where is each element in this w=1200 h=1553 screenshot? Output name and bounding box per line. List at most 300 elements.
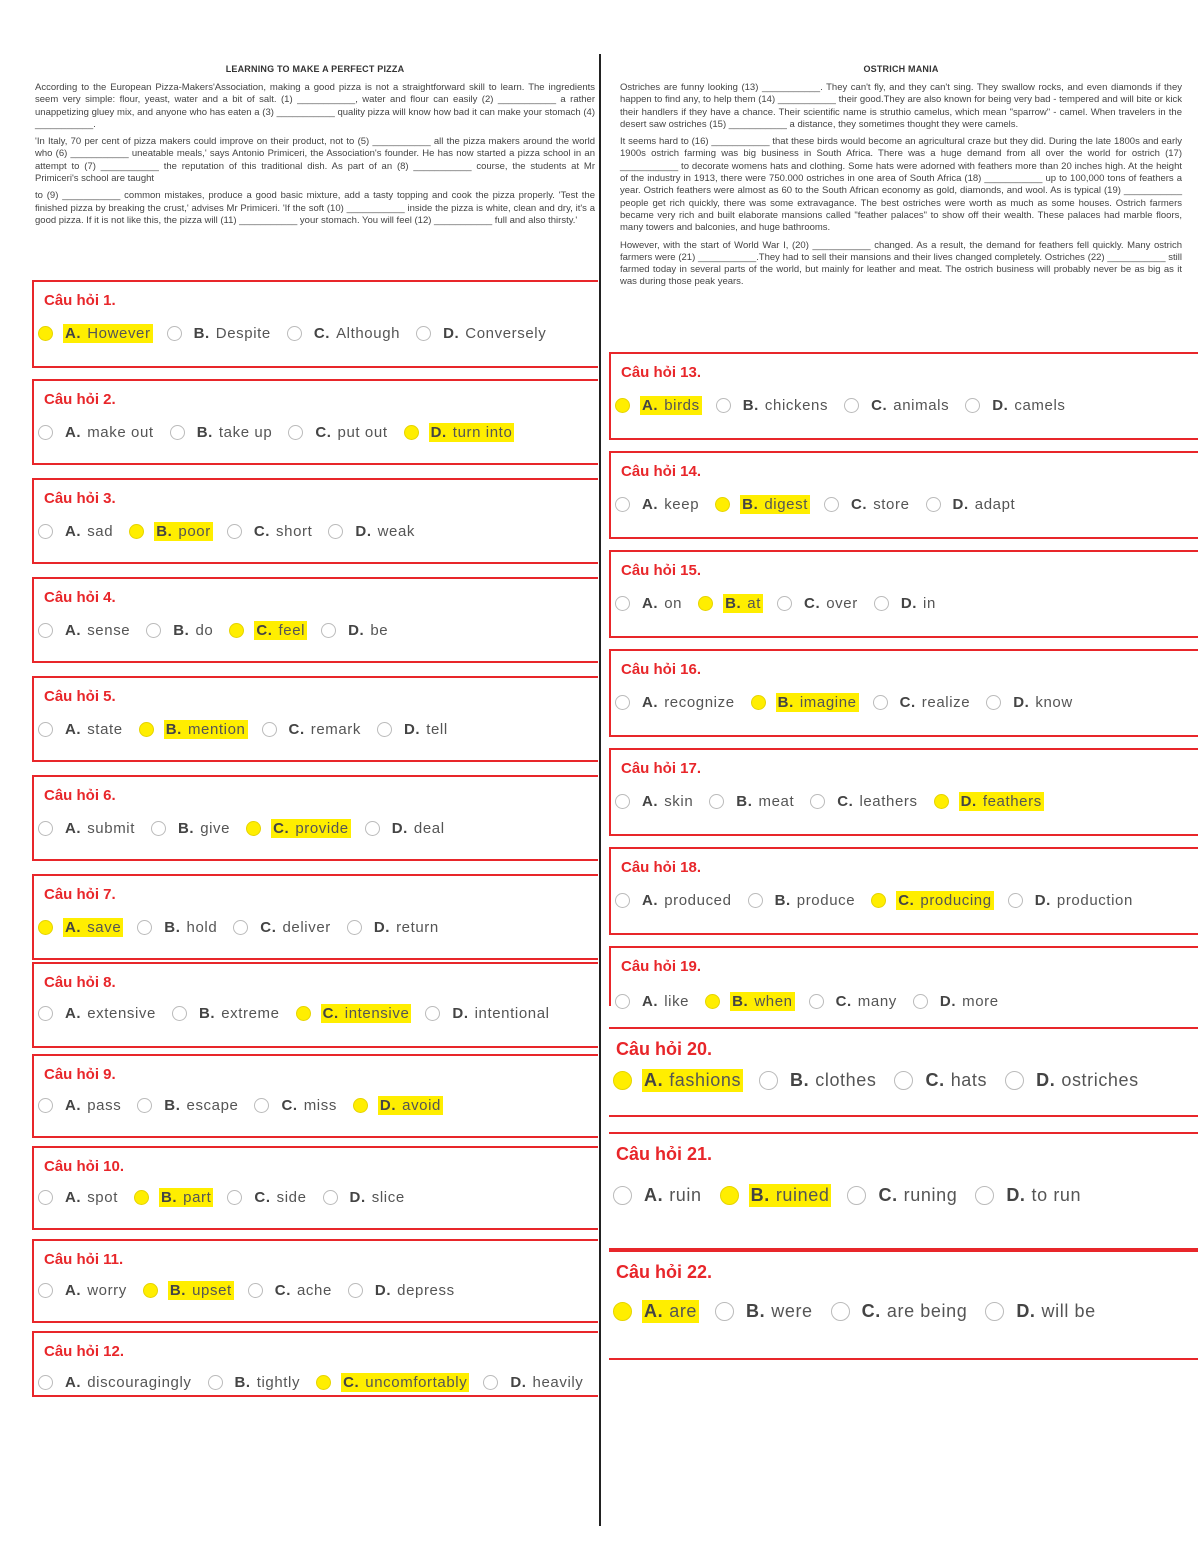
passage-title: LEARNING TO MAKE A PERFECT PIZZA [225,64,405,74]
question-label: Câu hỏi 9. [44,1066,116,1083]
radio-button[interactable] [913,994,928,1009]
answer-option[interactable] [38,1281,129,1300]
radio-button[interactable] [483,1375,498,1390]
radio-button[interactable] [873,695,888,710]
answer-option[interactable] [365,819,447,838]
answer-option[interactable] [810,792,919,811]
radio-button[interactable] [748,893,763,908]
radio-button[interactable] [38,722,53,737]
answer-option[interactable] [38,621,132,640]
question-label: Câu hỏi 11. [44,1251,124,1268]
answer-option[interactable] [227,1188,308,1207]
answer-option[interactable] [615,693,737,712]
option-text [429,423,515,442]
option-text [899,594,938,613]
answer-option[interactable] [137,1096,240,1115]
answer-option[interactable] [709,792,796,811]
radio-button[interactable] [262,722,277,737]
radio-button[interactable] [615,596,630,611]
radio-button[interactable] [615,794,630,809]
option-letter: C. [850,496,868,513]
option-letter: A. [65,1005,82,1022]
answer-option[interactable] [831,1300,970,1323]
option-value: turn into [452,424,513,441]
answer-option[interactable] [613,1184,704,1207]
option-letter: D. [900,595,918,612]
option-letter: A. [65,721,82,738]
option-letter: C. [835,993,852,1010]
option-value: feel [278,622,306,639]
option-letter: B. [177,820,195,837]
answer-option[interactable] [874,594,938,613]
radio-button[interactable] [38,821,53,836]
radio-button[interactable] [759,1071,778,1090]
radio-button[interactable] [227,1190,242,1205]
radio-button[interactable] [296,1006,311,1021]
radio-button[interactable] [137,920,152,935]
option-text [162,918,219,937]
radio-button[interactable] [146,623,161,638]
answer-option[interactable] [246,819,351,838]
option-text [348,1188,407,1207]
option-value: pass [87,1097,122,1114]
answer-option[interactable] [38,423,156,442]
answer-option[interactable] [847,1184,959,1207]
answer-option[interactable] [913,992,1001,1011]
option-letter: C. [315,424,332,441]
radio-button[interactable] [172,1006,187,1021]
answer-option[interactable] [262,720,363,739]
option-letter: C. [288,721,305,738]
answer-option[interactable] [965,396,1067,415]
radio-button[interactable] [167,326,182,341]
option-letter: D. [443,325,460,342]
radio-button[interactable] [809,994,824,1009]
option-value: like [664,993,690,1010]
option-letter: C. [804,595,821,612]
option-value: sense [87,622,131,639]
radio-button[interactable] [613,1302,632,1321]
question-card [32,379,598,465]
option-letter: C. [273,820,290,837]
option-letter: A. [644,1301,664,1321]
option-letter: B. [732,993,749,1010]
radio-button[interactable] [615,994,630,1009]
answer-option[interactable] [316,1373,469,1392]
option-text [162,1096,240,1115]
question-card [609,649,1198,737]
answer-option[interactable] [705,992,794,1011]
radio-button[interactable] [347,920,362,935]
answer-option[interactable] [323,1188,407,1207]
option-letter: C. [274,1282,291,1299]
radio-button[interactable] [965,398,980,413]
option-value: slice [371,1189,405,1206]
radio-button[interactable] [425,1006,440,1021]
radio-button[interactable] [975,1186,994,1205]
option-text [834,992,899,1011]
option-value: on [664,595,683,612]
passage-paragraph: 'In Italy, 70 per cent of pizza makers could improve on their product, not to (5) ___________ all the pizza makers around the world who (6) ___________ uneatable meals,' says Antonio Primiceri, the Association's founder. He has now started a pizza school in an attempt to (7) ___________ the reputation of this traditional dish. As part of an (8) ___________ course, the students at Mr Primiceri's school are taught [35,136,595,185]
answer-option[interactable] [170,423,275,442]
option-value: return [396,919,439,936]
answer-option[interactable] [167,324,273,343]
answer-option[interactable] [615,495,701,514]
option-letter: D. [510,1374,527,1391]
option-text [254,621,307,640]
radio-button[interactable] [38,1006,53,1021]
answer-option[interactable] [233,918,333,937]
answer-option[interactable] [1005,1069,1141,1092]
answer-option[interactable] [208,1373,303,1392]
question-card [609,847,1198,935]
option-text [773,891,858,910]
radio-button[interactable] [709,794,724,809]
answer-option[interactable] [613,1069,743,1092]
answer-option[interactable] [759,1069,878,1092]
option-value: extensive [87,1005,156,1022]
answer-option[interactable] [824,495,912,514]
radio-button[interactable] [847,1186,866,1205]
radio-button[interactable] [926,497,941,512]
answer-option[interactable] [348,1281,457,1300]
answer-option[interactable] [229,621,307,640]
answer-option[interactable] [483,1373,585,1392]
radio-button[interactable] [810,794,825,809]
option-letter: A. [642,496,659,513]
option-value: produced [664,892,732,909]
radio-button[interactable] [615,893,630,908]
option-text [896,891,994,910]
answer-option[interactable] [296,1004,412,1023]
question-card [609,946,1198,1010]
answer-option[interactable] [404,423,515,442]
answer-option[interactable] [716,396,830,415]
option-text [1014,1300,1097,1323]
answer-option[interactable] [615,891,734,910]
radio-button[interactable] [404,425,419,440]
radio-button[interactable] [38,623,53,638]
option-text [1011,693,1075,712]
radio-button[interactable] [613,1071,632,1090]
radio-button[interactable] [151,821,166,836]
radio-button[interactable] [38,1098,53,1113]
option-letter: A. [642,595,659,612]
answer-option[interactable] [227,522,315,541]
radio-button[interactable] [705,994,720,1009]
option-letter: B. [790,1070,810,1090]
answer-option[interactable] [143,1281,234,1300]
answer-option[interactable] [416,324,548,343]
option-value: are being [886,1301,968,1321]
answer-option[interactable] [615,396,702,415]
radio-button[interactable] [328,524,343,539]
option-letter: A. [65,1097,82,1114]
radio-button[interactable] [831,1302,850,1321]
answer-option[interactable] [377,720,450,739]
answer-option[interactable] [287,324,402,343]
answer-option[interactable] [321,621,390,640]
answer-options [38,522,431,541]
option-letter: D. [992,397,1009,414]
answer-option[interactable] [720,1184,832,1207]
answer-options [38,324,562,343]
option-text [740,495,810,514]
option-letter: B. [234,1374,251,1391]
radio-button[interactable] [871,893,886,908]
question-card [609,352,1198,440]
answer-option[interactable] [347,918,441,937]
option-text [63,819,137,838]
option-value: were [771,1301,813,1321]
option-value: mention [187,721,246,738]
radio-button[interactable] [615,398,630,413]
option-letter: D. [939,993,957,1010]
option-letter: B. [164,919,181,936]
option-letter: A. [65,1374,82,1391]
answer-option[interactable] [748,891,858,910]
radio-button[interactable] [416,326,431,341]
answer-option[interactable] [615,594,684,613]
option-value: to run [1031,1185,1082,1205]
answer-option[interactable] [38,522,115,541]
answer-option[interactable] [985,1300,1097,1323]
answer-option[interactable] [613,1300,699,1323]
option-letter: B. [736,793,753,810]
option-letter: C. [925,1070,945,1090]
radio-button[interactable] [323,1190,338,1205]
answer-option[interactable] [254,1096,338,1115]
radio-button[interactable] [139,722,154,737]
radio-button[interactable] [38,920,53,935]
option-text [923,1069,989,1092]
radio-button[interactable] [824,497,839,512]
radio-button[interactable] [716,398,731,413]
radio-button[interactable] [715,497,730,512]
answer-option[interactable] [715,1300,815,1323]
radio-button[interactable] [143,1283,158,1298]
option-value: clothes [815,1070,877,1090]
option-letter: C. [899,694,916,711]
radio-button[interactable] [38,524,53,539]
answer-option[interactable] [146,621,215,640]
answer-option[interactable] [894,1069,989,1092]
radio-button[interactable] [777,596,792,611]
option-value: imagine [799,694,857,711]
option-value: poor [178,523,211,540]
option-letter: C. [837,793,854,810]
option-letter: C. [254,1189,271,1206]
option-value: producing [920,892,992,909]
answer-option[interactable] [38,720,125,739]
answer-option[interactable] [38,918,123,937]
radio-button[interactable] [844,398,859,413]
radio-button[interactable] [233,920,248,935]
option-letter: B. [165,721,182,738]
radio-button[interactable] [316,1375,331,1390]
answer-option[interactable] [934,792,1044,811]
question-card [32,1054,598,1138]
option-letter: D. [430,424,447,441]
answer-option[interactable] [809,992,899,1011]
radio-button[interactable] [248,1283,263,1298]
radio-button[interactable] [894,1071,913,1090]
answer-option[interactable] [139,720,248,739]
radio-button[interactable] [874,596,889,611]
radio-button[interactable] [751,695,766,710]
radio-button[interactable] [353,1098,368,1113]
option-letter: C. [281,1097,298,1114]
radio-button[interactable] [170,425,185,440]
answer-option[interactable] [986,693,1075,712]
option-value: However [87,325,151,342]
option-text [835,792,919,811]
answer-option[interactable] [353,1096,443,1115]
question-card [32,874,598,960]
option-value: adapt [974,496,1016,513]
option-letter: B. [198,1005,216,1022]
answer-option[interactable] [38,819,137,838]
option-letter: C. [898,892,915,909]
answer-option[interactable] [38,1096,123,1115]
option-value: avoid [402,1097,441,1114]
option-letter: C. [313,325,331,342]
radio-button[interactable] [615,695,630,710]
answer-option[interactable] [777,594,860,613]
radio-button[interactable] [254,1098,269,1113]
answer-option[interactable] [151,819,232,838]
option-letter: B. [742,397,759,414]
option-letter: D. [379,1097,397,1114]
answer-option[interactable] [1008,891,1135,910]
answer-option[interactable] [926,495,1018,514]
radio-button[interactable] [985,1302,1004,1321]
question-label: Câu hỏi 18. [621,859,702,876]
option-text [402,720,450,739]
option-text [63,720,125,739]
radio-button[interactable] [38,1375,53,1390]
answer-option[interactable] [425,1004,551,1023]
answer-option[interactable] [871,891,994,910]
option-value: tightly [256,1374,301,1391]
answer-option[interactable] [172,1004,282,1023]
answer-option[interactable] [137,918,219,937]
answer-option[interactable] [975,1184,1083,1207]
radio-button[interactable] [137,1098,152,1113]
question-label: Câu hỏi 13. [621,364,702,381]
answer-option[interactable] [715,495,810,514]
option-letter: B. [164,1097,181,1114]
radio-button[interactable] [129,524,144,539]
option-text [258,918,333,937]
option-text [959,792,1044,811]
option-text [734,792,796,811]
option-value: recognize [664,694,735,711]
radio-button[interactable] [38,1190,53,1205]
radio-button[interactable] [934,794,949,809]
option-text [776,693,859,712]
option-value: depress [397,1282,455,1299]
question-card [32,775,598,861]
answer-option[interactable] [844,396,951,415]
radio-button[interactable] [348,1283,363,1298]
answer-option[interactable] [38,1373,194,1392]
radio-button[interactable] [134,1190,149,1205]
radio-button[interactable] [321,623,336,638]
answer-option[interactable] [288,423,389,442]
option-value: weak [377,523,416,540]
radio-button[interactable] [38,326,53,341]
option-text [341,1373,469,1392]
option-letter: D. [1036,1070,1056,1090]
option-letter: D. [1013,694,1030,711]
radio-button[interactable] [377,722,392,737]
radio-button[interactable] [288,425,303,440]
answer-option[interactable] [38,1188,120,1207]
answer-option[interactable] [698,594,763,613]
option-text [898,693,973,712]
question-label: Câu hỏi 7. [44,886,116,903]
radio-button[interactable] [715,1302,734,1321]
option-letter: C. [260,919,277,936]
answer-option[interactable] [615,992,691,1011]
answer-option[interactable] [38,1004,158,1023]
option-text [312,324,402,343]
radio-button[interactable] [986,695,1001,710]
option-text [372,918,441,937]
radio-button[interactable] [38,425,53,440]
answer-option[interactable] [38,324,153,343]
radio-button[interactable] [287,326,302,341]
answer-option[interactable] [328,522,417,541]
option-value: part [183,1189,212,1206]
option-letter: A. [65,919,82,936]
radio-button[interactable] [613,1186,632,1205]
radio-button[interactable] [720,1186,739,1205]
option-letter: D. [452,1005,469,1022]
option-value: birds [664,397,700,414]
radio-button[interactable] [1008,893,1023,908]
answer-options [38,1096,457,1115]
answer-option[interactable] [248,1281,334,1300]
radio-button[interactable] [1005,1071,1024,1090]
answer-option[interactable] [751,693,859,712]
passage-paragraph: Ostriches are funny looking (13) ___________. They can't fly, and they can't sing. They swallow rocks, and even diamonds if they happen to find any, to help them (14) ___________ their good.They are also known for being very bad - tempered and will bite or kick their handlers if they have a chance. Their scientific name is struthio camelus, which mean "sparrow" - camel. When travelers in the desert saw ostriches (15) ___________ a distance, they sometimes thought they were camels. [620,82,1182,130]
radio-button[interactable] [229,623,244,638]
option-text [63,423,156,442]
radio-button[interactable] [38,1283,53,1298]
option-value: produce [796,892,856,909]
answer-option[interactable] [129,522,213,541]
option-text [176,819,232,838]
radio-button[interactable] [208,1375,223,1390]
option-text [744,1300,815,1323]
radio-button[interactable] [365,821,380,836]
option-letter: A. [65,622,82,639]
radio-button[interactable] [615,497,630,512]
answer-option[interactable] [134,1188,213,1207]
radio-button[interactable] [227,524,242,539]
answer-option[interactable] [873,693,973,712]
question-label: Câu hỏi 5. [44,688,116,705]
option-text [63,1188,120,1207]
option-letter: A. [642,993,659,1010]
radio-button[interactable] [246,821,261,836]
question-label: Câu hỏi 1. [44,292,116,309]
radio-button[interactable] [698,596,713,611]
option-text [450,1004,551,1023]
answer-option[interactable] [615,792,695,811]
